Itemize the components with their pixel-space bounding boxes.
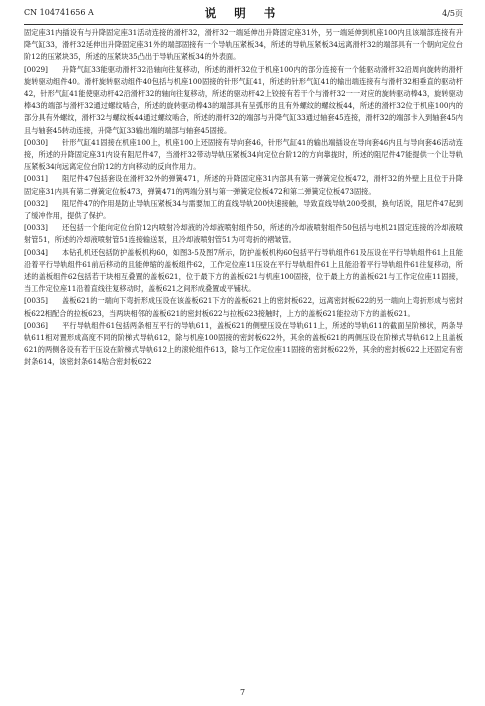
page-number: 7 xyxy=(239,688,246,697)
paragraph-text: 盖板621的一端向下弯折形成压设在该盖板621下方的盖板621上的密封板622，远离密封板622的另一端向上弯折形成与密封板622相配合的拉板623，当两块相邻的盖板621的密封板622与拉板623接触时，上方的盖板621能拉动下方的盖板621。 xyxy=(24,296,463,318)
paragraph-text: 本钻孔机还包括防护盖板机构60，如图3-5及图7所示，防护盖板机构60包括平行导轨组件61及压设在平行导轨组件61上且能沿着平行导轨组件61前后移动的且能伸缩的盖板组件62，工作定位座11压设在平行导轨组件61上且能沿着平行导轨组件61往复移动，所述的盖板组件62包括若干块相互叠置的盖板621，位于最下方的盖板621与机座100固接，位于最上方的盖板621与工作定位座11固接，当工作定位座11沿着直线往复移动时，盖板621之间形成叠置或平铺状。 xyxy=(24,247,463,294)
paragraph xyxy=(24,137,463,174)
paragraph xyxy=(24,173,463,197)
paragraph-number: [0034] xyxy=(24,247,48,257)
paragraph-number: [0036] xyxy=(24,320,48,330)
paragraph-number: [0029] xyxy=(24,64,48,74)
paragraph-text: 阻尼件47包括套设在滑杆32外的弹簧471，所述的升降固定座31内部具有第一弹簧定位板472，滑杆32的外壁上且位于升降固定座31内具有第二弹簧定位板473，弹簧471的两端分别与第一弹簧定位板472和第二弹簧定位板473固接。 xyxy=(24,174,463,196)
paragraph xyxy=(24,247,463,296)
paragraph-number: [0030] xyxy=(24,137,48,147)
paragraph-text: 阻尼件47的作用是防止导轨压紧板34与需要加工的直线导轨200快速接触，导致直线导轨200受损，换句话说，阻尼件47起到了缓冲作用，提供了保护。 xyxy=(24,198,463,221)
paragraph-text: 平行导轨组件61包括两条相互平行的导轨611，盖板621的侧壁压设在导轨611上，所述的导轨611的截面呈阶梯状，两条导轨611相对置形成高度不同的阶梯式导轨612，除与机座100固接的密封板622外，其余的盖板621的两侧压设在阶梯式导轨612上且盖板621的两侧各设有若干压设在阶梯式导轨612上的滚轮组件613，除与工作定位座11固接的密封板622外，其余的密封板622上还固定有密封条614，该密封条614贴合密封板622 xyxy=(24,320,463,367)
paragraph xyxy=(24,320,463,369)
paragraph-text: 还包括一个能向定位台阶12内喷射冷却液的冷却液喷射组件50，所述的冷却液喷射组件50包括与电机21固定连接的冷却液喷射管51，所述的冷却液喷射管51连接输送泵，且冷却液喷射管51为可弯折的褶皱管。 xyxy=(24,223,463,245)
header-rule xyxy=(24,24,463,25)
paragraph-number: [0031] xyxy=(24,174,48,184)
paragraph xyxy=(24,295,463,319)
paragraph xyxy=(24,198,463,222)
publication-number: CN 104741656 A xyxy=(24,8,94,17)
paragraph-text: 固定座31内插设有与升降固定座31活动连接的滑杆32，滑杆32一端延伸出升降固定座31外，另一端延伸到机座100内且该端部连接有升降气缸33，滑杆32延伸出升降固定座31外的端部固接有一个导轨压紧板34，所述的导轨压紧板34远离滑杆32的端部具有一个朝向定位台阶12的压紧块35，所述的压紧块35凸出于导轨压紧板34的外表面。 xyxy=(24,28,463,62)
document-body xyxy=(24,27,463,369)
paragraph-number: [0035] xyxy=(24,296,48,306)
paragraph xyxy=(24,27,463,64)
paragraph xyxy=(24,222,463,246)
paragraph xyxy=(24,64,463,137)
page-indicator: 4/5页 xyxy=(442,9,463,18)
paragraph-text: 针形气缸41固接在机座100上，机座100上还固接有导向套46，针形气缸41的输出端插设在导向套46内且与导向套46活动连接，所述的升降固定座31内设有阻尼件47，当滑杆32带动导轨压紧板34向定位台阶12的方向靠拢时，所述的阻尼件47能提供一个让导轨压紧板34向远离定位台阶12的方向移动的反向作用力。 xyxy=(24,137,463,172)
paragraph-text: 升降气缸33能驱动滑杆32沿轴向往复移动，所述的滑杆32位于机座100内的部分连接有一个能驱动滑杆32沿周向旋转的滑杆旋转驱动组件40。滑杆旋转驱动组件40包括与机座100固接的针形气缸41，所述的针形气缸41的输出端连接有与滑杆32相垂直的驱动杆42，针形气缸41能使驱动杆42沿滑杆32的轴向往复移动，所述的驱动杆42上铰接有若干个与滑杆32一一对应的旋转驱动棒43，旋转驱动棒43的端部与滑杆32通过螺纹啮合，所述的旋转驱动棒43的端部具有呈弧形的且有外螺纹的螺纹板44，所述的滑杆32位于机座100内的部分具有外螺纹，滑杆32与螺纹板44通过螺纹啮合，所述的滑杆32的端部与升降气缸33通过轴套45连接，滑杆32的端部卡入到轴套45内且与轴套45转动连接，升降气缸33输出端的端部与轴套45固接。 xyxy=(24,64,463,135)
document-title: 说 明 书 xyxy=(204,6,283,20)
page-header xyxy=(24,0,463,24)
paragraph-number: [0032] xyxy=(24,198,48,208)
paragraph-number: [0033] xyxy=(24,223,48,233)
